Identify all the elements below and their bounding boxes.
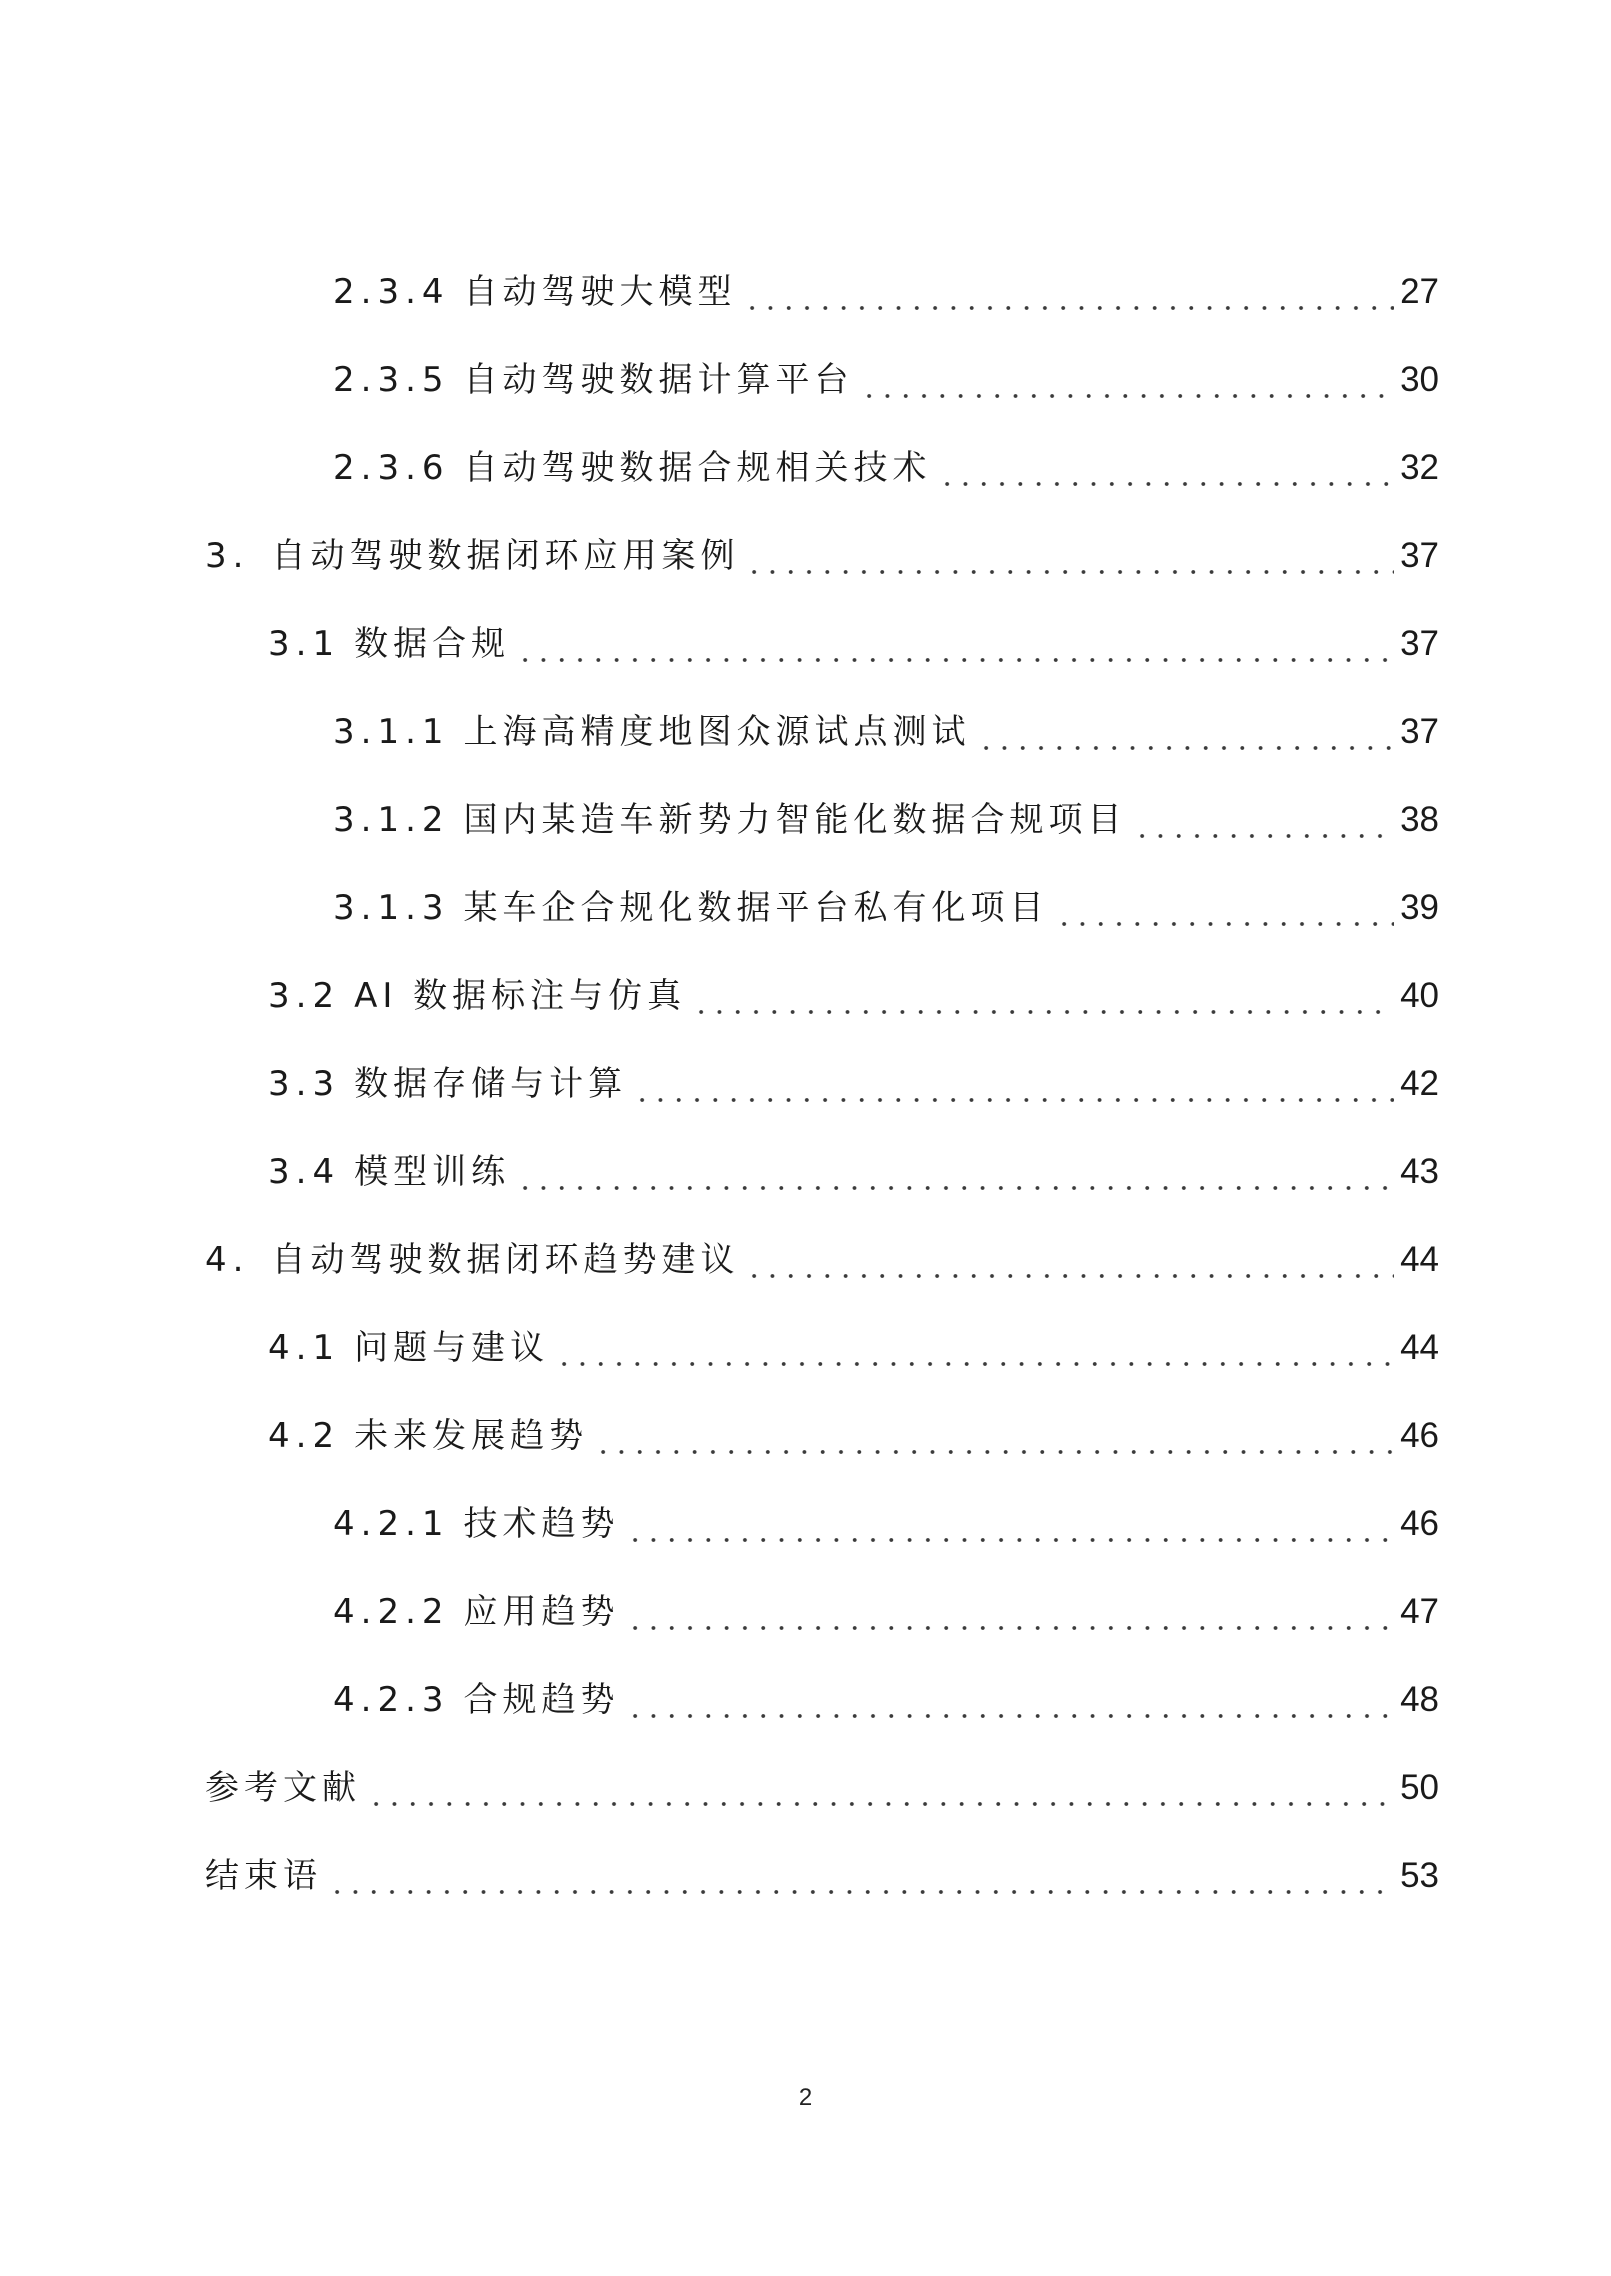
toc-entry-page: 38 bbox=[1400, 800, 1439, 839]
toc-entry-number: 3.1.3 bbox=[333, 888, 450, 928]
toc-entry-3-4[interactable] bbox=[268, 1132, 1439, 1192]
toc-entry-4-2-2[interactable] bbox=[333, 1572, 1439, 1632]
toc-dot-leader bbox=[626, 1504, 1395, 1544]
toc-entry-title: 未来发展趋势 bbox=[354, 1416, 589, 1456]
toc-entry-number: 3.2 bbox=[268, 976, 341, 1016]
toc-entry-title: 问题与建议 bbox=[354, 1328, 550, 1368]
toc-dot-leader bbox=[860, 360, 1395, 400]
toc-entry-number: 3.3 bbox=[268, 1064, 341, 1104]
toc-entry-page: 50 bbox=[1400, 1768, 1439, 1807]
toc-entry-3-1-1[interactable] bbox=[333, 692, 1439, 752]
toc-entry-page: 53 bbox=[1400, 1856, 1439, 1895]
toc-entry-number: 2.3.6 bbox=[333, 448, 450, 488]
toc-entry-title: 结束语 bbox=[205, 1856, 322, 1896]
toc-dot-leader bbox=[1055, 888, 1395, 928]
toc-entry-page: 44 bbox=[1400, 1240, 1439, 1279]
toc-dot-leader bbox=[745, 1240, 1394, 1280]
toc-dot-leader bbox=[516, 624, 1394, 664]
toc-entry-title: 参考文献 bbox=[205, 1768, 361, 1808]
toc-entry-page: 44 bbox=[1400, 1328, 1439, 1367]
toc-entry-conclusion[interactable] bbox=[205, 1836, 1439, 1896]
toc-entry-page: 47 bbox=[1400, 1592, 1439, 1631]
toc-entry-page: 46 bbox=[1400, 1504, 1439, 1543]
toc-dot-leader bbox=[626, 1592, 1395, 1632]
toc-entry-4-2-1[interactable] bbox=[333, 1484, 1439, 1544]
toc-entry-page: 42 bbox=[1400, 1064, 1439, 1103]
toc-dot-leader bbox=[367, 1768, 1394, 1808]
toc-dot-leader bbox=[328, 1856, 1394, 1896]
toc-entry-number: 4.1 bbox=[268, 1328, 341, 1368]
toc-entry-title: 模型训练 bbox=[354, 1152, 511, 1192]
toc-entry-page: 37 bbox=[1400, 536, 1439, 575]
toc-dot-leader bbox=[977, 712, 1395, 752]
toc-dot-leader bbox=[1133, 800, 1395, 840]
toc-dot-leader bbox=[626, 1680, 1395, 1720]
toc-entry-page: 27 bbox=[1400, 272, 1439, 311]
toc-entry-title: 自动驾驶数据闭环趋势建议 bbox=[271, 1240, 740, 1280]
toc-entry-page: 40 bbox=[1400, 976, 1439, 1015]
toc-entry-page: 48 bbox=[1400, 1680, 1439, 1719]
toc-entry-number: 2.3.5 bbox=[333, 360, 450, 400]
toc-entry-title: 上海高精度地图众源试点测试 bbox=[463, 712, 971, 752]
toc-entry-3[interactable] bbox=[205, 516, 1439, 576]
toc-entry-page: 43 bbox=[1400, 1152, 1439, 1191]
toc-entry-title: 自动驾驶数据合规相关技术 bbox=[463, 448, 932, 488]
toc-entry-number: 4. bbox=[205, 1240, 250, 1280]
toc-entry-number: 4.2.3 bbox=[333, 1680, 450, 1720]
toc-entry-3-2[interactable] bbox=[268, 956, 1439, 1016]
toc-entry-4-1[interactable] bbox=[268, 1308, 1439, 1368]
toc-entry-number: 4.2 bbox=[268, 1416, 341, 1456]
toc-entry-number: 3.1 bbox=[268, 624, 341, 664]
toc-dot-leader bbox=[743, 272, 1395, 312]
toc-entry-page: 37 bbox=[1400, 624, 1439, 663]
toc-entry-3-1-2[interactable] bbox=[333, 780, 1439, 840]
toc-entry-title: 某车企合规化数据平台私有化项目 bbox=[463, 888, 1049, 928]
toc-entry-3-1-3[interactable] bbox=[333, 868, 1439, 928]
page-number: 2 bbox=[798, 2084, 813, 2111]
toc-entry-title: 国内某造车新势力智能化数据合规项目 bbox=[463, 800, 1127, 840]
toc-entry-4-2[interactable] bbox=[268, 1396, 1439, 1456]
toc-entry-title: 合规趋势 bbox=[463, 1680, 620, 1720]
toc-entry-4-2-3[interactable] bbox=[333, 1660, 1439, 1720]
toc-entry-title: 技术趋势 bbox=[463, 1504, 620, 1544]
toc-entry-number: 3.1.2 bbox=[333, 800, 450, 840]
toc-entry-number: 3. bbox=[205, 536, 250, 576]
toc-entry-2-3-5[interactable] bbox=[333, 340, 1439, 400]
toc-entry-number: 4.2.1 bbox=[333, 1504, 450, 1544]
toc-entry-4[interactable] bbox=[205, 1220, 1439, 1280]
toc-entry-page: 30 bbox=[1400, 360, 1439, 399]
toc-entry-title: 数据合规 bbox=[354, 624, 511, 664]
toc-dot-leader bbox=[633, 1064, 1394, 1104]
toc-dot-leader bbox=[594, 1416, 1394, 1456]
toc-entry-title: 自动驾驶大模型 bbox=[463, 272, 737, 312]
toc-entry-references[interactable] bbox=[205, 1748, 1439, 1808]
toc-entry-number: 3.1.1 bbox=[333, 712, 450, 752]
toc-entry-page: 32 bbox=[1400, 448, 1439, 487]
toc-entry-number: 2.3.4 bbox=[333, 272, 450, 312]
toc-entry-page: 46 bbox=[1400, 1416, 1439, 1455]
toc-dot-leader bbox=[555, 1328, 1394, 1368]
toc-entry-page: 37 bbox=[1400, 712, 1439, 751]
toc-entry-page: 39 bbox=[1400, 888, 1439, 927]
toc-dot-leader bbox=[938, 448, 1395, 488]
toc-entry-title: 数据存储与计算 bbox=[354, 1064, 628, 1104]
toc-entry-number: 3.4 bbox=[268, 1152, 341, 1192]
toc-entry-2-3-4[interactable] bbox=[333, 252, 1439, 312]
toc-dot-leader bbox=[692, 976, 1394, 1016]
toc-entry-title: AI 数据标注与仿真 bbox=[354, 976, 687, 1016]
toc-entry-3-1[interactable] bbox=[268, 604, 1439, 664]
toc-entry-title: 自动驾驶数据闭环应用案例 bbox=[271, 536, 740, 576]
toc-dot-leader bbox=[516, 1152, 1394, 1192]
toc-dot-leader bbox=[745, 536, 1394, 576]
toc-entry-number: 4.2.2 bbox=[333, 1592, 450, 1632]
toc-entry-title: 自动驾驶数据计算平台 bbox=[463, 360, 854, 400]
toc-entry-2-3-6[interactable] bbox=[333, 428, 1439, 488]
toc-entry-title: 应用趋势 bbox=[463, 1592, 620, 1632]
toc-entry-3-3[interactable] bbox=[268, 1044, 1439, 1104]
